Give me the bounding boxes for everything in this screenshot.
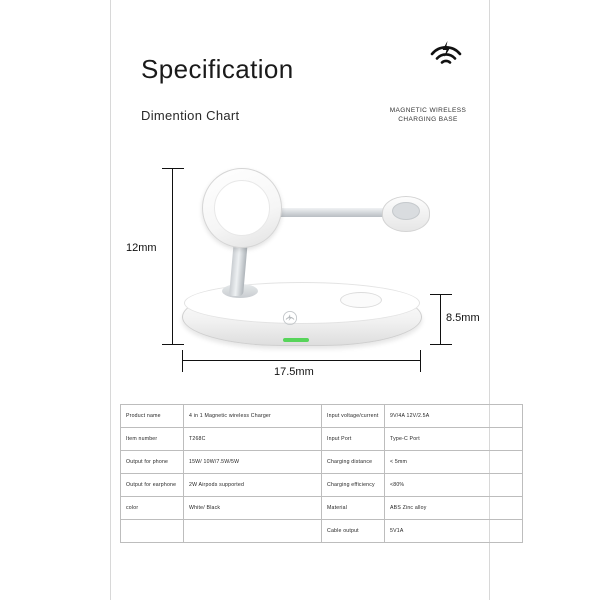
spec-key: Product name	[121, 405, 184, 428]
base-height-dim-line	[440, 294, 441, 344]
height-dim-tick-bottom	[162, 344, 184, 345]
table-row	[121, 428, 523, 451]
spec-value: 5V1A	[385, 520, 523, 543]
earphone-charging-pad	[340, 292, 382, 308]
base-height-dim-tick-bottom	[430, 344, 452, 345]
spec-value: ABS Zinc alloy	[385, 497, 523, 520]
table-row	[121, 451, 523, 474]
spec-key: Output for earphone	[121, 474, 184, 497]
specification-table	[120, 404, 523, 543]
spec-key: Input voltage/current	[322, 405, 385, 428]
charging-base-top-surface	[184, 282, 420, 324]
spec-value	[184, 520, 322, 543]
width-dim-label: 17.5mm	[274, 366, 314, 378]
dimension-diagram	[110, 150, 490, 390]
magnetic-puck-inner-ring	[214, 180, 270, 236]
spec-value: T268C	[184, 428, 322, 451]
spec-key: Material	[322, 497, 385, 520]
wireless-charging-icon	[426, 32, 466, 68]
spec-key: Output for phone	[121, 451, 184, 474]
spec-key: color	[121, 497, 184, 520]
width-dim-tick-left	[182, 350, 183, 372]
base-height-dim-label: 8.5mm	[446, 312, 480, 324]
height-dim-line	[172, 168, 173, 344]
height-dim-tick-top	[162, 168, 184, 169]
page-subtitle: Dimention Chart	[141, 108, 240, 123]
width-dim-tick-right	[420, 350, 421, 372]
brand-label-line1: MAGNETIC WIRELESS	[389, 107, 467, 114]
spec-value: 2W Airpods supported	[184, 474, 322, 497]
table-row	[121, 405, 523, 428]
table-row	[121, 474, 523, 497]
spec-value: < 5mm	[385, 451, 523, 474]
spec-value: 4 in 1 Magnetic wireless Charger	[184, 405, 322, 428]
watch-charging-dish	[392, 202, 420, 220]
status-led	[283, 338, 309, 342]
table-row	[121, 497, 523, 520]
page-title: Specification	[141, 54, 294, 84]
spec-key: Input Port	[322, 428, 385, 451]
brand-label-line2: CHARGING BASE	[398, 116, 458, 123]
base-height-dim-tick-top	[430, 294, 452, 295]
spec-key: Charging efficiency	[322, 474, 385, 497]
height-dim-label: 12mm	[126, 242, 157, 254]
spec-value: 15W/ 10W/7.5W/5W	[184, 451, 322, 474]
spec-value: White/ Black	[184, 497, 322, 520]
spec-value: <80%	[385, 474, 523, 497]
brand-label	[372, 106, 484, 124]
spec-key: Item number	[121, 428, 184, 451]
spec-key: Cable output	[322, 520, 385, 543]
table-row	[121, 520, 523, 543]
spec-key: Charging distance	[322, 451, 385, 474]
width-dim-line	[182, 360, 420, 361]
spec-key	[121, 520, 184, 543]
spec-value: 9V/4A 12V/2.5A	[385, 405, 523, 428]
wireless-coil-mark-icon	[282, 310, 298, 326]
spec-value: Type-C Port	[385, 428, 523, 451]
